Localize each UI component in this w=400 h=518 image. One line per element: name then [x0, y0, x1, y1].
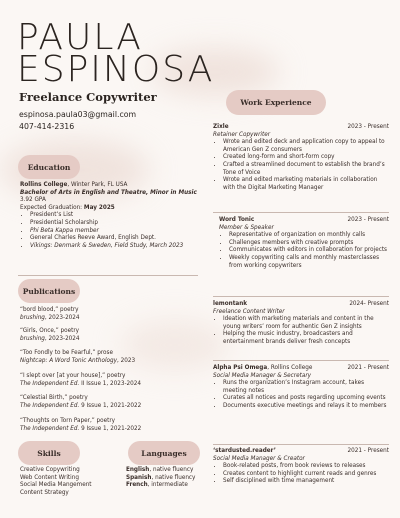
date-range: 2024- Present	[349, 301, 389, 307]
divider	[18, 275, 198, 276]
first-name: PAULA	[17, 17, 143, 58]
publication-item	[20, 328, 200, 343]
last-name: ESPINOSA	[17, 49, 215, 90]
list-item: • Wrote and edited marketing materials in collaboration with the Digital Marketing Manager	[223, 177, 389, 192]
languages-list	[126, 467, 211, 490]
experience-entry	[213, 301, 389, 347]
language-name: English	[126, 467, 150, 473]
section-education: Education	[18, 155, 80, 179]
list-item: • General Charles Reeve Award, English Dept.	[30, 235, 205, 243]
divider	[213, 360, 389, 361]
list-item: • Book-related posts, from book reviews to releases	[223, 463, 389, 471]
publication-venue: The Independent Ed.	[20, 402, 80, 409]
publication-date: , 2023-2024	[44, 314, 80, 321]
list-item: • Ideation with marketing materials and content in the young writers’ room for authentic Gen Z insights	[223, 316, 389, 331]
skill-item: Content Strategy	[20, 489, 69, 496]
bullet-list	[213, 139, 389, 192]
date-range: 2021 - Present	[347, 365, 389, 371]
list-item: • Curates all notices and posts regarding upcoming events	[223, 395, 389, 403]
publication-date: 9 Issue 1, 2021-2022	[79, 402, 142, 409]
list-item: • Creates content to highlight current reads and genres	[223, 471, 389, 479]
publication-venue: The Independent Ed.	[20, 425, 80, 432]
list-item: • Documents executive meetings and relays it to members	[223, 403, 389, 411]
publication-item	[20, 350, 200, 365]
education-block	[20, 182, 205, 250]
skill-item: Creative Copywriting	[20, 467, 80, 473]
section-publications: Publications	[18, 279, 80, 303]
publication-date: 9 Issue 1, 2021-2022	[79, 425, 142, 432]
publication-title: “Too Fondly to be Fearful,” prose	[20, 350, 113, 356]
experience-entry	[213, 365, 389, 411]
school-location: , Winter Park, FL USA	[67, 182, 128, 188]
publication-item	[20, 307, 200, 322]
publication-title: “Thoughts on Torn Paper,” poetry	[20, 418, 116, 424]
org-name: lemontank	[213, 301, 248, 307]
list-item: • Created long-form and short-form copy	[223, 154, 389, 162]
skill-item: Social Media Mangement	[20, 482, 92, 489]
publication-item	[20, 373, 200, 388]
email[interactable]: espinosa.paula03@gmail.com	[19, 110, 137, 119]
org-name: Word Tonic	[219, 217, 255, 223]
grad-date: May 2025	[83, 204, 115, 211]
job-role: Freelance Content Writer	[213, 308, 285, 315]
language-name: Spanish	[126, 474, 152, 481]
job-title: Freelance Copywriter	[19, 90, 157, 104]
list-item: • Helping the music industry, broadcasters and entertainment brands deliver fresh concepts	[223, 331, 389, 346]
org-name: Zixle	[213, 124, 229, 130]
section-skills: Skills	[18, 441, 80, 465]
date-range: 2023 - Present	[347, 217, 389, 223]
divider	[213, 444, 389, 445]
school: Rollins College	[20, 182, 68, 188]
publication-title: “Girls, Once,” poetry	[20, 328, 80, 334]
publication-date: II Issue 1, 2023-2024	[79, 380, 141, 387]
bullet-list	[213, 232, 389, 270]
job-role: Member & Speaker	[219, 224, 274, 231]
experience-entry	[213, 217, 389, 270]
gpa: 3.92 GPA	[20, 197, 46, 204]
job-role: Social Media Manager & Creator	[213, 455, 305, 462]
publication-title: “I slept over [at your house],” poetry	[20, 373, 126, 379]
divider	[213, 212, 389, 213]
list-item: • Wrote and edited deck and application copy to appeal to American Gen Z consumers	[223, 139, 389, 154]
grad-label: Expected Graduation:	[20, 204, 83, 211]
list-item: • Representative of organization on monthly calls	[229, 232, 389, 240]
bullet-list	[213, 380, 389, 410]
publication-date: , 2023-2024	[44, 335, 80, 342]
job-role: Social Media Manager & Secretary	[213, 372, 312, 379]
divider	[213, 296, 389, 297]
list-item: • Communicates with editors in collaboration for projects	[229, 247, 389, 255]
language-level: , native fluency	[149, 467, 194, 473]
education-list	[20, 212, 205, 250]
publication-venue: Nightcap: A Word Tonic Anthology	[20, 357, 117, 364]
org-name: ‘stardusted.reader’	[213, 448, 276, 454]
list-item: • Vikings: Denmark & Sweden, Field Study, March 2023	[30, 243, 205, 251]
list-item: • Phi Beta Kappa member	[30, 228, 205, 236]
section-work-experience: Work Experience	[226, 90, 326, 115]
publication-title: “Celestial Birth,” poetry	[20, 395, 88, 401]
list-item: • Presidential Scholarship	[30, 220, 205, 228]
list-item: • Self disciplined with time management	[223, 478, 389, 486]
language-level: , intermediate	[147, 482, 188, 489]
org-suffix: , Rollins College	[267, 365, 313, 371]
date-range: 2021 - Present	[347, 448, 389, 454]
experience-entry	[213, 124, 389, 192]
bullet-list	[213, 463, 389, 486]
skills-list	[20, 467, 120, 497]
date-range: 2023 - Present	[347, 124, 389, 130]
publication-venue: The Independent Ed.	[20, 380, 80, 387]
publication-date: , 2023	[117, 357, 136, 364]
skill-item: Web Content Writing	[20, 474, 79, 481]
publication-title: “bord blood,” poetry	[20, 307, 79, 313]
bullet-list	[213, 316, 389, 346]
publication-item	[20, 418, 200, 433]
experience-entry	[213, 448, 389, 486]
list-item: • President’s List	[30, 212, 205, 220]
degree: Bachelor of Arts in English and Theatre, Minor in Music	[20, 189, 197, 196]
list-item: • Crafted a streamlined document to establish the brand’s Tone of Voice	[223, 162, 389, 177]
publication-item	[20, 395, 200, 410]
language-level: , native fluency	[151, 474, 196, 481]
language-name: French	[126, 482, 148, 489]
list-item: • Challenges members with creative prompts	[229, 240, 389, 248]
job-role: Retainer Copywriter	[213, 131, 271, 138]
phone: 407-414-2316	[19, 122, 75, 131]
publication-venue: brushing	[20, 335, 45, 342]
org-name: Alpha Psi Omega	[213, 365, 268, 371]
publication-venue: brushing	[20, 314, 45, 321]
list-item: • Runs the organization’s Instagram account, takes meeting notes	[223, 380, 389, 395]
section-languages: Languages	[128, 441, 200, 465]
list-item: • Weekly copywriting calls and monthly masterclasses from working copywriters	[229, 255, 389, 270]
